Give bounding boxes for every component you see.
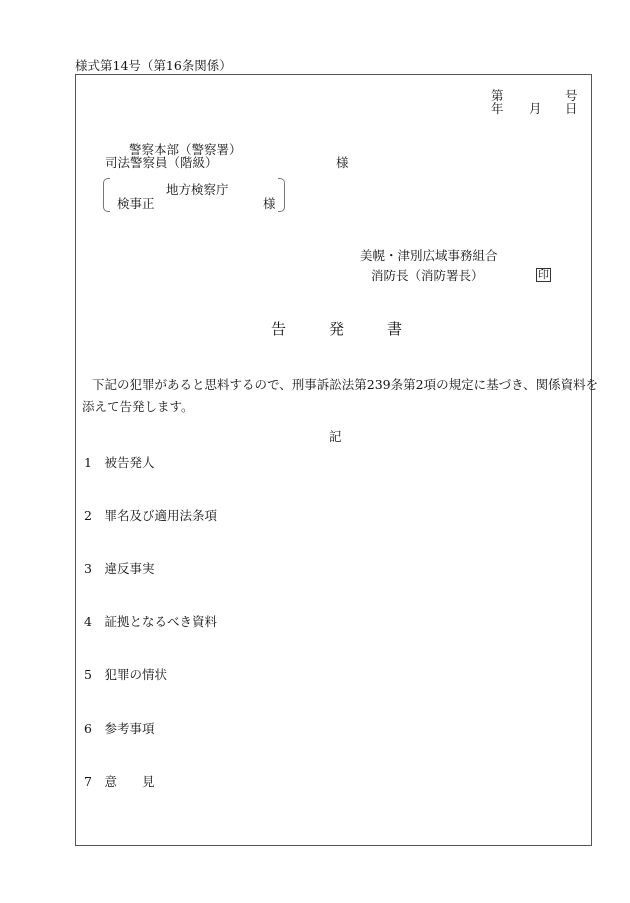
item-number: 1 bbox=[84, 455, 92, 470]
title-char: 書 bbox=[387, 320, 403, 338]
sender-org: 美幌・津別広域事務組合 bbox=[360, 248, 498, 263]
item-label: 犯罪の情状 bbox=[104, 667, 167, 682]
right-bracket bbox=[278, 178, 285, 212]
year-label: 年 bbox=[491, 101, 504, 116]
police-hq: 警察本部（警察署） bbox=[129, 142, 242, 157]
chief-prosecutor: 検事正 bbox=[117, 196, 155, 211]
item-6 bbox=[84, 719, 154, 737]
item-number: 5 bbox=[84, 667, 92, 682]
addressee1-sama: 様 bbox=[336, 155, 349, 170]
item-label: 参考事項 bbox=[104, 721, 155, 736]
body-text-line1: 下記の犯罪があると思料するので、刑事訴訟法第239条第2項の規定に基づき、関係資料を bbox=[92, 377, 599, 392]
day-label: 日 bbox=[565, 101, 578, 116]
item-4 bbox=[84, 612, 217, 630]
month-label: 月 bbox=[529, 101, 542, 116]
item-number: 3 bbox=[84, 561, 92, 576]
item-5 bbox=[84, 665, 167, 683]
body-text-line2: 添えて告発します。 bbox=[82, 399, 194, 414]
form-number: 様式第14号（第16条関係） bbox=[75, 58, 232, 73]
item-2 bbox=[84, 506, 217, 524]
go-label: 号 bbox=[565, 88, 578, 103]
item-label: 証拠となるべき資料 bbox=[104, 614, 217, 629]
item-label: 罪名及び適用法条項 bbox=[104, 508, 217, 523]
item-1 bbox=[84, 453, 154, 471]
addressee2-sama: 様 bbox=[263, 196, 276, 211]
item-label: 被告発人 bbox=[104, 455, 155, 470]
item-number: 7 bbox=[84, 774, 92, 789]
item-number: 4 bbox=[84, 614, 92, 629]
item-3 bbox=[84, 559, 154, 577]
title-char: 発 bbox=[329, 320, 345, 338]
item-label: 意 見 bbox=[104, 774, 155, 789]
document-title bbox=[271, 318, 445, 339]
seal-mark: 印 bbox=[538, 268, 549, 281]
district-prosecutor: 地方検察庁 bbox=[166, 182, 229, 197]
ki-label: 記 bbox=[329, 429, 342, 444]
item-label: 違反事実 bbox=[104, 561, 155, 576]
left-bracket bbox=[103, 178, 110, 212]
title-char: 告 bbox=[271, 320, 287, 338]
item-number: 2 bbox=[84, 508, 92, 523]
sender-title: 消防長（消防署長） bbox=[371, 268, 484, 283]
dai-label: 第 bbox=[491, 88, 504, 103]
police-officer: 司法警察員（階級） bbox=[105, 155, 218, 170]
item-number: 6 bbox=[84, 721, 92, 736]
item-7 bbox=[84, 772, 154, 790]
